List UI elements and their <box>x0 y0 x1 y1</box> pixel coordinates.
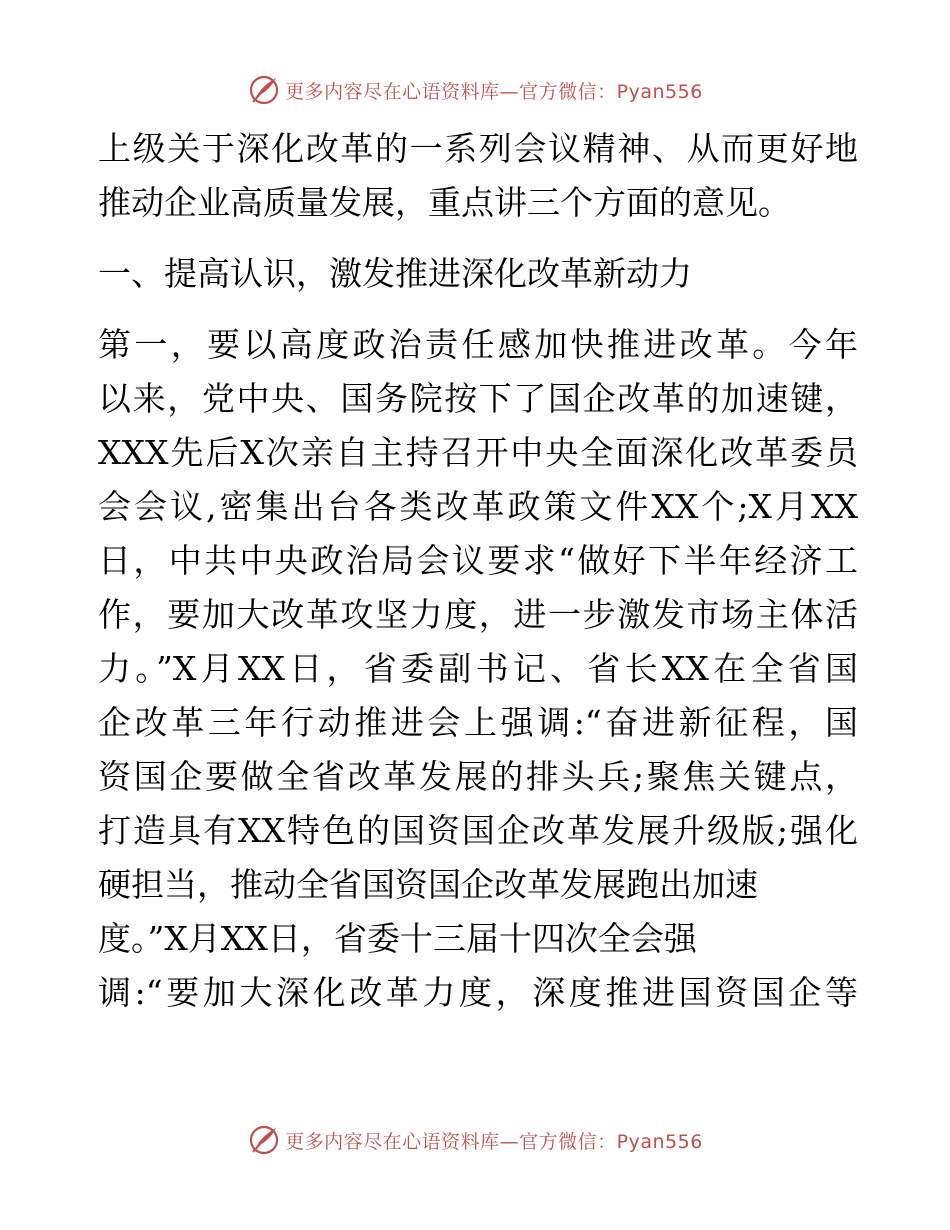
text-line: 会会议,密集出台各类改革政策文件XX个;X月XX <box>98 487 858 526</box>
text-line: 调:“要加大深化改革力度，深度推进国资国企等 <box>98 973 858 1012</box>
paragraph-intro <box>98 122 858 230</box>
header-watermark <box>0 70 950 110</box>
text-line: 度。”X月XX日，省委十三届十四次全会强 <box>98 919 697 958</box>
text-line: 企改革三年行动推进会上强调:“奋进新征程，国 <box>98 703 858 742</box>
feather-quill-icon <box>247 1123 281 1157</box>
document-body <box>98 122 858 1020</box>
text-line: 第一，要以高度政治责任感加快推进改革。今年 <box>98 325 858 364</box>
text-line: 以来，党中央、国务院按下了国企改革的加速键， <box>98 379 858 418</box>
text-line: 力。”X月XX日，省委副书记、省长XX在全省国 <box>98 649 858 688</box>
text-line: XXX先后X次亲自主持召开中央全面深化改革委员 <box>98 433 858 472</box>
text-line: 打造具有XX特色的国资国企改革发展升级版;强化 <box>98 811 858 850</box>
text-line: 上级关于深化改革的一系列会议精神、从而更好地 <box>98 129 858 168</box>
paragraph-body <box>98 318 858 1020</box>
text-line: 硬担当，推动全省国资国企改革发展跑出加速 <box>98 865 758 904</box>
footer-watermark <box>0 1120 950 1160</box>
heading-line: 一、提高认识，激发推进深化改革新动力 <box>98 254 692 293</box>
text-line: 作，要加大改革攻坚力度，进一步激发市场主体活 <box>98 595 858 634</box>
text-line: 推动企业高质量发展，重点讲三个方面的意见。 <box>98 183 791 222</box>
watermark-text: 更多内容尽在心语资料库—官方微信：Pyan556 <box>285 1130 703 1153</box>
text-line: 日，中共中央政治局会议要求“做好下半年经济工 <box>98 541 858 580</box>
text-line: 资国企要做全省改革发展的排头兵;聚焦关键点， <box>98 757 858 796</box>
section-heading <box>98 247 858 301</box>
watermark-text: 更多内容尽在心语资料库—官方微信：Pyan556 <box>285 80 703 103</box>
feather-quill-icon <box>247 73 281 107</box>
